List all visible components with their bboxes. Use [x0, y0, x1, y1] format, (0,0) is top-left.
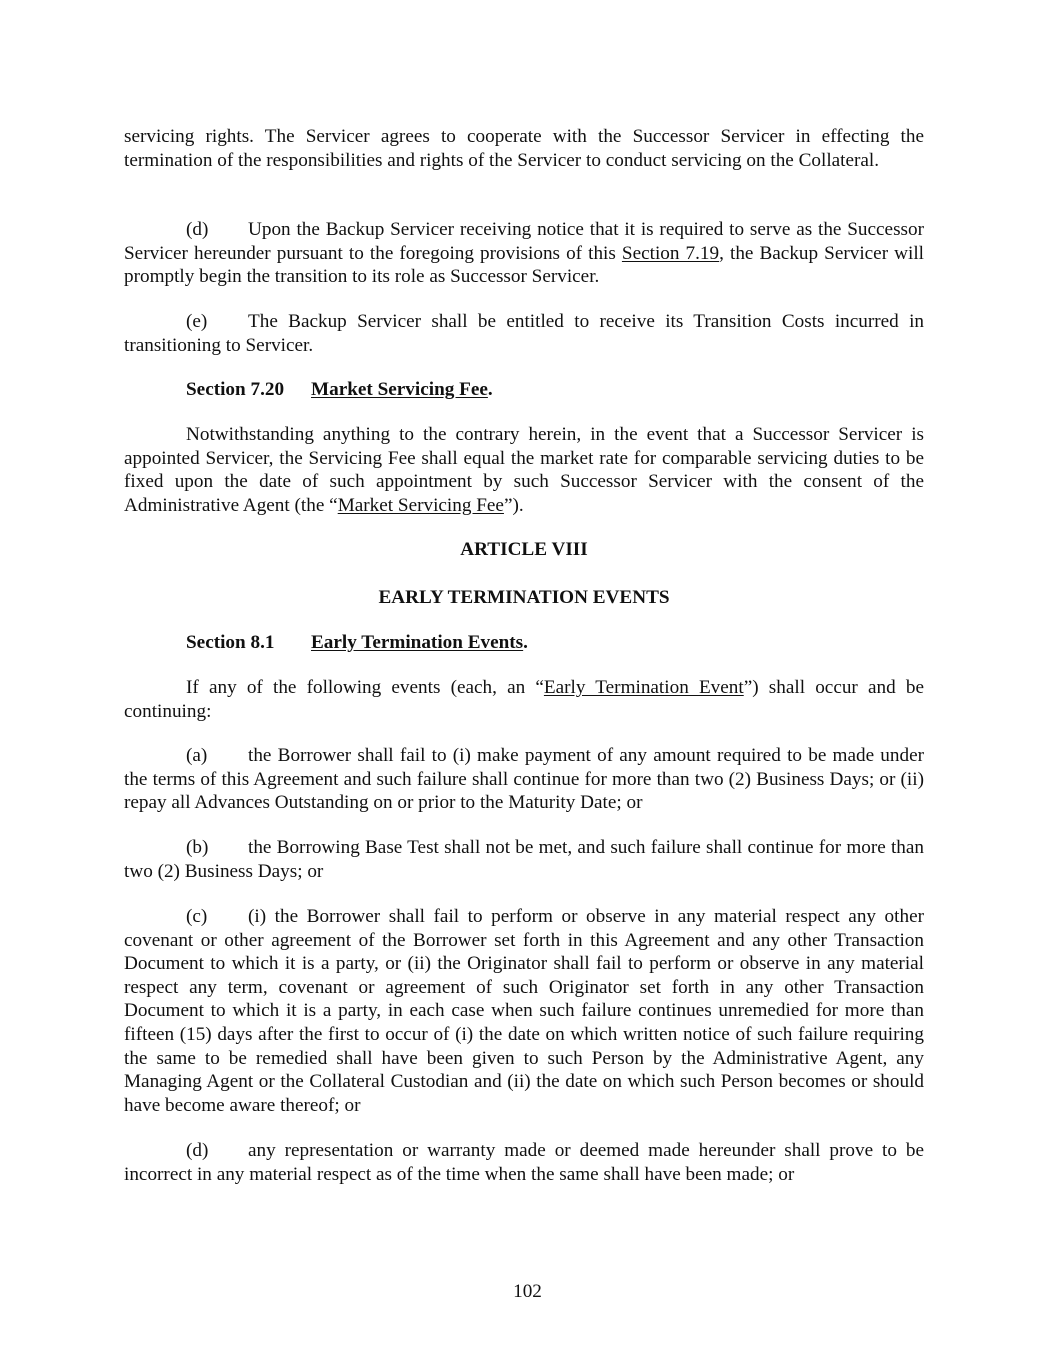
defined-term: Market Servicing Fee: [337, 494, 504, 516]
paragraph-market-servicing-fee: [124, 423, 924, 517]
list-item-d: [124, 1139, 924, 1186]
section-number: Section 7.20: [186, 379, 285, 400]
paragraph-text: (i) the Borrower shall fail to perform or observe in any material respect any other covenant or other agreement of the Borrower set forth in this Agreement and any other Transaction Document to which it is a party, or (ii) the Originator shall fail to perform or observe in any material respect any term, covenant or agreement of such Originator set forth in any other Transaction Document to which it is a party, in each case when such failure continues unremedied for more than fifteen (15) days after the first to occur of (i) the date on which written notice of such failure requiring the same to be remedied shall have been given to such Person by the Administrative Agent, any Managing Agent or the Collateral Custodian and (ii) the date on which such Person becomes or should have become aware thereof; or: [124, 906, 924, 1116]
paragraph-d-backup-servicer: [124, 218, 924, 289]
item-label: (b): [186, 837, 209, 858]
article-heading: ARTICLE VIII: [460, 539, 588, 560]
list-item-a: [124, 744, 924, 815]
section-reference: Section 7.19: [621, 242, 720, 264]
section-number: Section 8.1: [186, 632, 275, 653]
section-title-period: .: [523, 632, 528, 653]
item-label: (d): [186, 1140, 209, 1161]
list-item-c: [124, 905, 924, 1117]
section-title-period: .: [487, 379, 493, 400]
paragraph-text: Upon the Backup Servicer receiving notice that it is required to serve as the Successor Servicer hereunder pursuant to the foregoing provisions of this: [124, 219, 924, 264]
section-title: Early Termination Events: [311, 632, 524, 653]
paragraph-early-termination-intro: [124, 676, 924, 723]
item-label: (d): [186, 219, 209, 240]
paragraph-text: The Backup Servicer shall be entitled to receive its Transition Costs incurred in transitioning to Servicer.: [124, 311, 924, 356]
section-heading-8-1: [124, 631, 986, 655]
paragraph-servicing-rights: [124, 125, 924, 172]
paragraph-text: the Borrower shall fail to (i) make payment of any amount required to be made under the terms of this Agreement and such failure shall continue for more than two (2) Business Days; or (ii) repay all Advances Outstanding on or prior to the Maturity Date; or: [124, 745, 924, 814]
item-label: (e): [186, 311, 208, 332]
paragraph-text: the Borrowing Base Test shall not be met, and such failure shall continue for more than two (2) Business Days; or: [124, 837, 924, 882]
paragraph-text: servicing rights. The Servicer agrees to cooperate with the Successor Servicer in effecting the termination of the responsibilities and rights of the Servicer to conduct servicing on the Collateral.: [124, 126, 924, 171]
list-item-b: [124, 836, 924, 883]
paragraph-text: ”).: [503, 494, 524, 516]
paragraph-text: any representation or warranty made or deemed made hereunder shall prove to be incorrect in any material respect as of the time when the same shall have been made; or: [124, 1140, 924, 1185]
article-title: EARLY TERMINATION EVENTS: [378, 587, 670, 608]
paragraph-text: If any of the following events (each, an “: [186, 677, 544, 698]
section-heading-7-20: [124, 378, 986, 402]
item-label: (c): [186, 906, 208, 927]
defined-term: Early Termination Event: [543, 677, 744, 698]
section-title: Market Servicing Fee: [311, 379, 488, 400]
paragraph-text: , the Backup Servicer will promptly begin the transition to its role as Successor Servicer.: [124, 242, 925, 288]
item-label: (a): [186, 745, 208, 766]
paragraph-e-transition-costs: [124, 310, 924, 357]
paragraph-text: Notwithstanding anything to the contrary herein, in the event that a Successor Servicer is appointed Servicer, the Servicing Fee shall equal the market rate for comparable servicing duties to be fixed upon the date of such appointment by such Successor Servicer with the consent of the Administrative Agent (the “: [124, 424, 924, 516]
page-number: 102: [513, 1281, 542, 1302]
paragraph-text: ”) shall occur and be continuing:: [124, 677, 924, 722]
